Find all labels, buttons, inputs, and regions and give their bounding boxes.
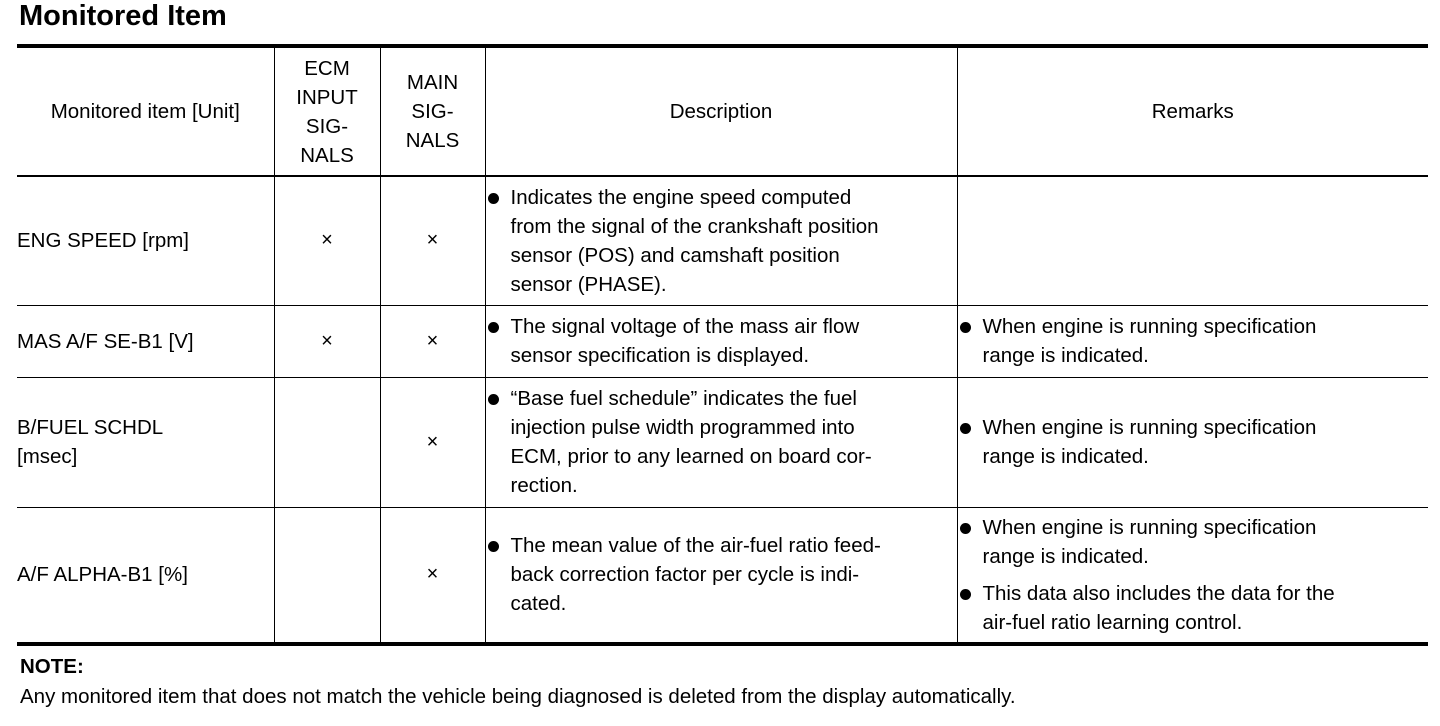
bullet-item	[486, 312, 957, 370]
note-text: Any monitored item that does not match the vehicle being diagnosed is deleted from the display automatically.	[20, 685, 1016, 708]
cell-main-signal-mark: ×	[380, 176, 485, 305]
bullet-text-line: Indicates the engine speed computed	[510, 185, 852, 209]
bullet-list	[958, 413, 1429, 471]
bullet-text-line: back correction factor per cycle is indi-	[510, 563, 860, 587]
bullet-text-line: When engine is running specification	[982, 315, 1317, 338]
bullet-text-line: air-fuel ratio learning control.	[982, 610, 1243, 634]
cell-ecm-input-mark	[274, 507, 380, 644]
text-line: MAIN	[406, 71, 459, 94]
bullet-item	[486, 384, 957, 500]
text-line: NALS	[300, 143, 354, 167]
bullet-list	[486, 312, 957, 370]
table-row	[17, 305, 1428, 377]
bullet-text-line: When engine is running specification	[982, 515, 1317, 539]
bullet-item	[958, 579, 1429, 637]
cell-monitored-item	[17, 377, 274, 507]
bullet-item	[486, 183, 957, 299]
cell-remarks	[957, 507, 1428, 644]
cell-description	[485, 507, 957, 644]
bullet-dot-icon	[960, 589, 971, 600]
cell-ecm-input-mark	[274, 377, 380, 507]
page-title: Monitored Item	[19, 0, 227, 32]
bullet-dot-icon	[960, 423, 971, 434]
header-ecm-input-signals	[274, 46, 380, 176]
bullet-text-line: sensor specification is displayed.	[510, 344, 810, 367]
bullet-dot-icon	[960, 523, 971, 534]
bullet-text-line: ECM, prior to any learned on board cor-	[510, 445, 872, 468]
table-header-row	[17, 46, 1428, 176]
bullet-text-line: range is indicated.	[982, 344, 1149, 367]
bullet-text-line: sensor (POS) and camshaft position	[510, 243, 840, 267]
cell-monitored-item	[17, 507, 274, 644]
table-row	[17, 507, 1428, 644]
cell-monitored-item	[17, 176, 274, 305]
cell-main-signal-mark: ×	[380, 305, 485, 377]
text-line: A/F ALPHA-B1 [%]	[17, 563, 188, 587]
bullet-list	[958, 513, 1429, 637]
text-line: ENG SPEED [rpm]	[17, 229, 190, 253]
bullet-text-line: When engine is running specification	[982, 416, 1317, 439]
text-line: [msec]	[17, 445, 78, 468]
cell-monitored-item	[17, 305, 274, 377]
cell-ecm-input-mark: ×	[274, 305, 380, 377]
bullet-text-line: injection pulse width programmed into	[510, 416, 855, 439]
bullet-text-line: sensor (PHASE).	[510, 272, 667, 296]
table-row	[17, 377, 1428, 507]
header-main-signals	[380, 46, 485, 176]
cell-remarks	[957, 305, 1428, 377]
table-row	[17, 176, 1428, 305]
header-remarks: Remarks	[957, 46, 1428, 176]
bullet-dot-icon	[960, 322, 971, 333]
cell-remarks	[957, 377, 1428, 507]
bullet-item	[486, 531, 957, 618]
cell-remarks	[957, 176, 1428, 305]
cell-description	[485, 305, 957, 377]
note-label: NOTE:	[20, 655, 84, 678]
bullet-list	[486, 384, 957, 500]
text-line: MAS A/F SE-B1 [V]	[17, 329, 194, 353]
bullet-text-line: cated.	[510, 592, 567, 616]
bullet-text-line: “Base fuel schedule” indicates the fuel	[510, 387, 857, 410]
bullet-dot-icon	[488, 394, 499, 405]
cell-ecm-input-mark: ×	[274, 176, 380, 305]
bullet-text-line: The signal voltage of the mass air flow	[510, 315, 860, 338]
cell-main-signal-mark: ×	[380, 507, 485, 644]
bullet-list	[486, 183, 957, 299]
bullet-text-line: rection.	[510, 474, 578, 497]
header-description: Description	[485, 46, 957, 176]
text-line: B/FUEL SCHDL	[17, 416, 164, 439]
monitored-item-table	[17, 44, 1428, 646]
bullet-item	[958, 513, 1429, 571]
bullet-dot-icon	[488, 541, 499, 552]
cell-description	[485, 377, 957, 507]
bullet-item	[958, 312, 1429, 370]
text-line: INPUT	[296, 85, 358, 109]
bullet-list	[958, 312, 1429, 370]
bullet-list	[486, 531, 957, 618]
header-monitored-item: Monitored item [Unit]	[17, 46, 274, 176]
bullet-text-line: from the signal of the crankshaft position	[510, 214, 879, 238]
bullet-text-line: The mean value of the air-fuel ratio feed-	[510, 534, 881, 558]
cell-main-signal-mark: ×	[380, 377, 485, 507]
bullet-text-line: This data also includes the data for the	[982, 581, 1335, 605]
text-line: SIG-	[411, 100, 454, 123]
bullet-text-line: range is indicated.	[982, 544, 1149, 568]
cell-description	[485, 176, 957, 305]
text-line: SIG-	[305, 114, 349, 138]
bullet-item	[958, 413, 1429, 471]
bullet-text-line: range is indicated.	[982, 445, 1149, 468]
text-line: ECM	[304, 56, 350, 80]
bullet-dot-icon	[488, 322, 499, 333]
text-line: NALS	[405, 129, 460, 152]
bullet-dot-icon	[488, 193, 499, 204]
